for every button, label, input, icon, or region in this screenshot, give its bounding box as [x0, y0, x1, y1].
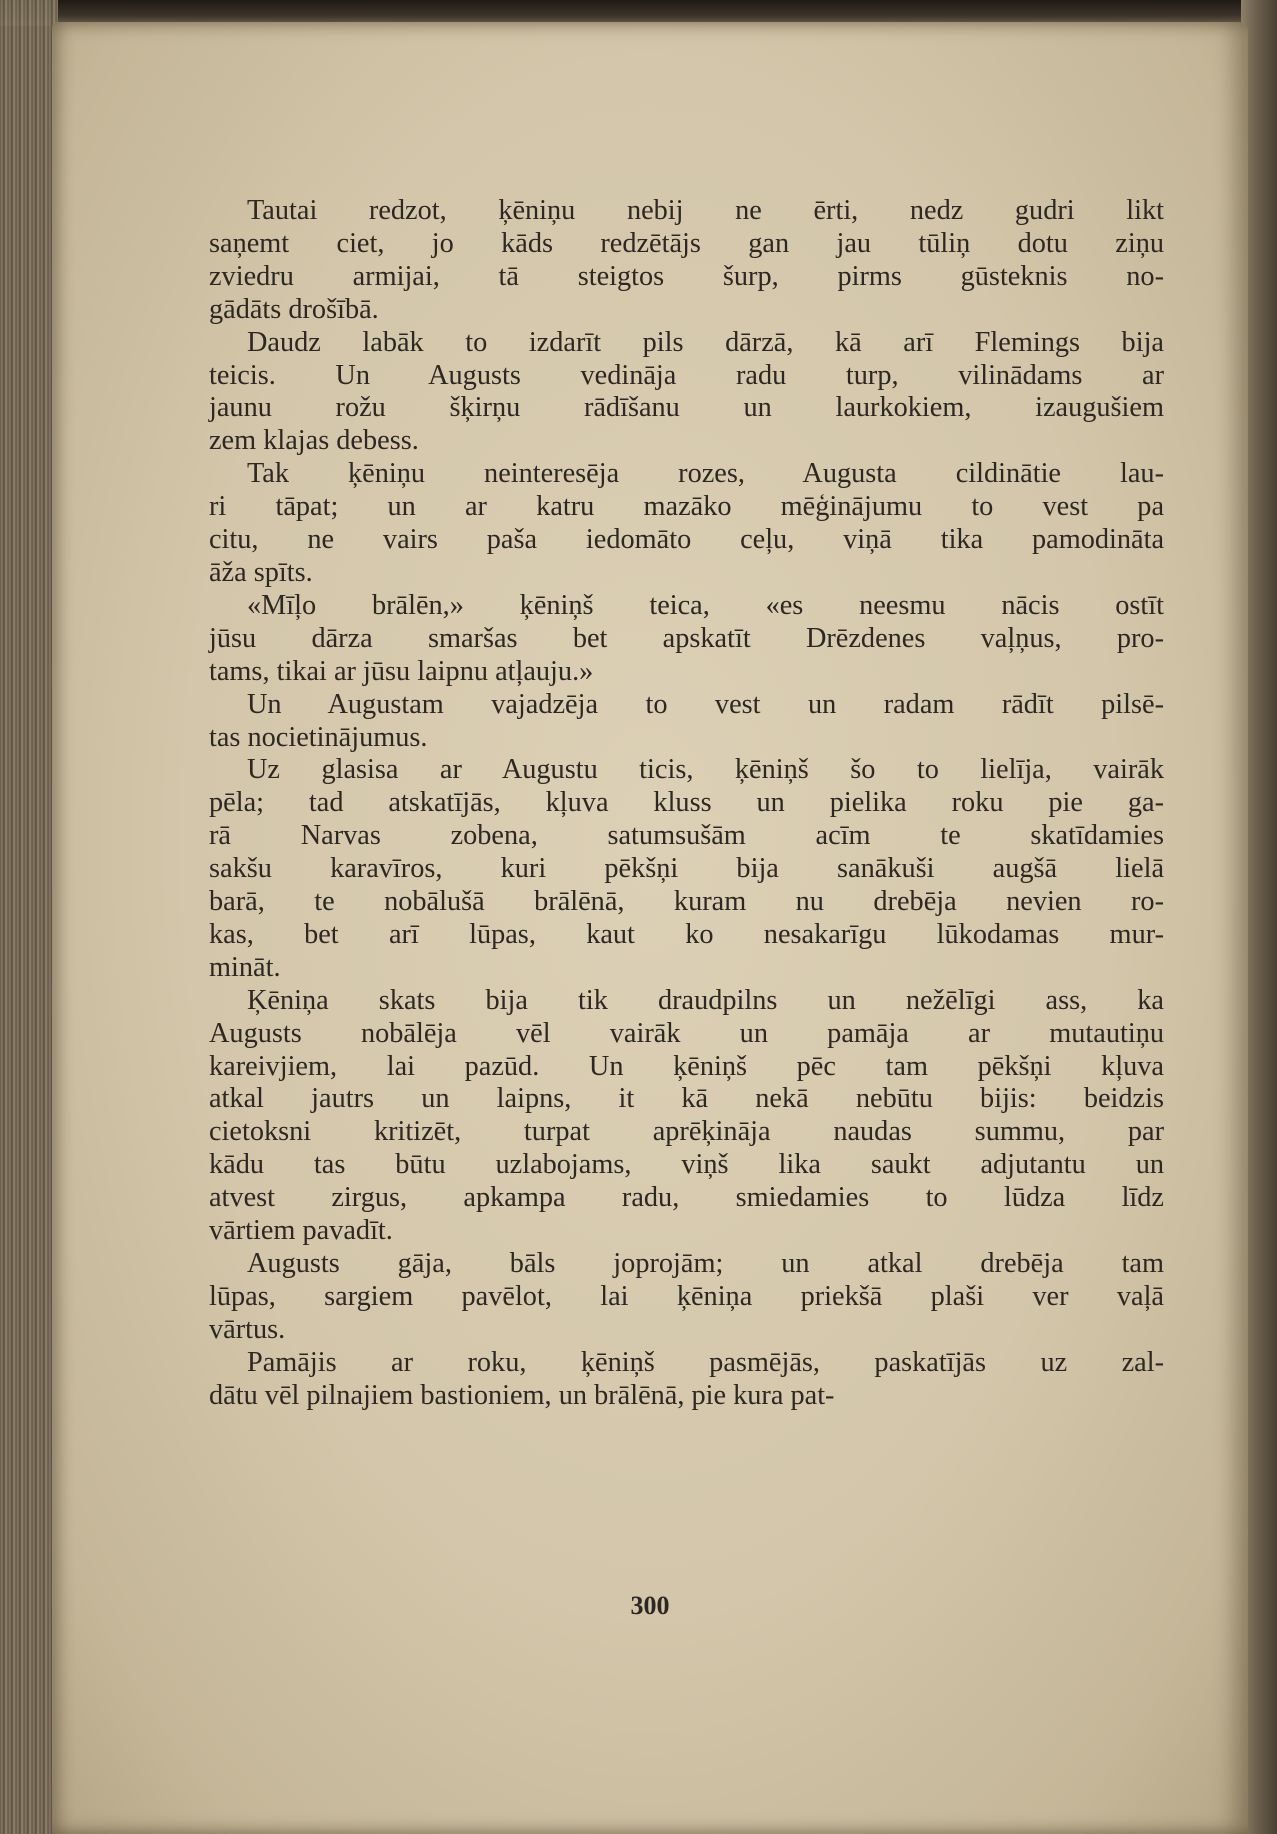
text-line: dātu vēl pilnajiem bastioniem, un brālēnā, pie kura pat- — [209, 1379, 835, 1411]
text-line: āža spīts. — [209, 556, 313, 588]
text-line: kareivjiem, lai pazūd. Un ķēniņš pēc tam pēkšņi kļuva — [209, 1050, 1164, 1082]
paragraph — [209, 1347, 1164, 1413]
text-line: ri tāpat; un ar katru mazāko mēģinājumu to vest pa — [209, 491, 1164, 523]
text-line: zviedru armijai, tā steigtos šurp, pirms gūsteknis no- — [209, 260, 1164, 292]
text-line: gādāts drošībā. — [209, 293, 379, 325]
text-line: vārtus. — [209, 1313, 286, 1345]
paragraph — [209, 458, 1164, 590]
text-line: cietoksni kritizēt, turpat aprēķināja naudas summu, par — [209, 1116, 1164, 1148]
text-line: kādu tas būtu uzlabojams, viņš lika saukt adjutantu un — [209, 1149, 1164, 1181]
text-line: atkal jautrs un laipns, it kā nekā nebūtu bijis: beidzis — [209, 1083, 1164, 1115]
page-number: 300 — [630, 1591, 670, 1620]
text-line: «Mīļo brālēn,» ķēniņš teica, «es neesmu nācis ostīt — [247, 589, 1164, 621]
paragraph — [209, 327, 1164, 459]
text-line: barā, te nobālušā brālēnā, kuram nu drebēja nevien ro- — [209, 886, 1164, 918]
text-line: Ķēniņa skats bija tik draudpilns un nežēlīgi ass, ka — [247, 984, 1164, 1016]
text-line: atvest zirgus, apkampa radu, smiedamies to lūdza līdz — [209, 1182, 1164, 1214]
text-line: Daudz labāk to izdarīt pils dārzā, kā arī Flemings bija — [247, 326, 1164, 358]
text-line: lūpas, sargiem pavēlot, lai ķēniņa priekšā plaši ver vaļā — [209, 1280, 1164, 1312]
paragraph — [209, 754, 1164, 984]
text-line: kas, bet arī lūpas, kaut ko nesakarīgu lūkodamas mur- — [209, 918, 1164, 950]
text-line: pēla; tad atskatījās, kļuva kluss un pielika roku pie ga- — [209, 787, 1164, 819]
text-line: sakšu karavīros, kuri pēkšņi bija sanākuši augšā lielā — [209, 853, 1164, 885]
text-line: teicis. Un Augusts vedināja radu turp, vilinādams ar — [209, 359, 1164, 391]
page-sheet — [52, 22, 1248, 1834]
text-line: jaunu rožu šķirņu rādīšanu un laurkokiem, izaugušiem — [209, 392, 1164, 424]
text-line: Un Augustam vajadzēja to vest un radam rādīt pilsē- — [247, 688, 1164, 720]
text-line: tams, tikai ar jūsu laipnu atļauju.» — [209, 655, 594, 687]
paragraph — [209, 689, 1164, 755]
text-line: vārtiem pavadīt. — [209, 1215, 393, 1247]
paragraph — [209, 590, 1164, 689]
book-page-stack-edge — [0, 0, 58, 1834]
text-line: Augusts nobālēja vēl vairāk un pamāja ar mutautiņu — [209, 1017, 1164, 1049]
text-line: Uz glasisa ar Augustu ticis, ķēniņš šo to lielīja, vairāk — [247, 754, 1164, 786]
text-line: Tak ķēniņu neinteresēja rozes, Augusta cildinātie lau- — [247, 458, 1164, 490]
text-line: rā Narvas zobena, satumsušām acīm te skatīdamies — [209, 820, 1164, 852]
text-line: zem klajas debess. — [209, 425, 419, 457]
text-line: citu, ne vairs paša iedomāto ceļu, viņā tika pamodināta — [209, 524, 1164, 556]
text-line: saņemt ciet, jo kāds redzētājs gan jau tūliņ dotu ziņu — [209, 227, 1164, 259]
text-line: Tautai redzot, ķēniņu nebij ne ērti, nedz gudri likt — [247, 195, 1164, 226]
text-line: tas nocietinājumus. — [209, 721, 428, 753]
text-line: Pamājis ar roku, ķēniņš pasmējās, paskatījās uz zal- — [247, 1346, 1164, 1378]
paragraph — [209, 1248, 1164, 1347]
paragraph — [209, 195, 1164, 327]
paragraph — [209, 985, 1164, 1248]
text-line: mināt. — [209, 951, 281, 983]
text-line: jūsu dārza smaršas bet apskatīt Drēzdenes vaļņus, pro- — [209, 622, 1164, 654]
body-text — [209, 195, 1164, 1413]
text-line: Augusts gāja, bāls joprojām; un atkal drebēja tam — [247, 1248, 1164, 1279]
